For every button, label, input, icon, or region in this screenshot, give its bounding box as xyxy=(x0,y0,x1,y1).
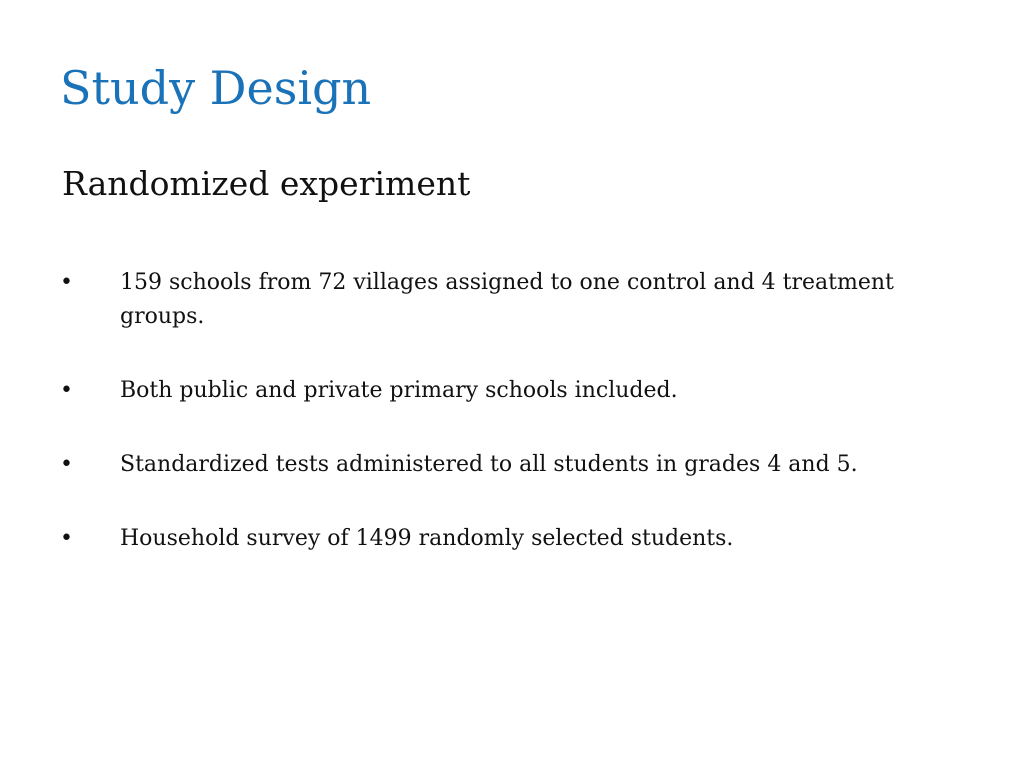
bullet-item xyxy=(60,374,960,408)
bullet-item xyxy=(60,448,960,482)
bullet-text: Standardized tests administered to all students in grades 4 and 5. xyxy=(120,452,858,477)
bullet-marker: • xyxy=(60,270,73,295)
bullet-marker: • xyxy=(60,452,73,477)
bullet-text: 159 schools from 72 villages assigned to one control and 4 treatment groups. xyxy=(120,270,894,329)
bullet-text: Household survey of 1499 randomly selected students. xyxy=(120,526,734,551)
bullet-item xyxy=(60,266,960,334)
bullet-text: Both public and private primary schools included. xyxy=(120,378,678,403)
slide-title: Study Design xyxy=(60,61,372,115)
bullet-marker: • xyxy=(60,526,73,551)
bullet-marker: • xyxy=(60,378,73,403)
slide-subtitle: Randomized experiment xyxy=(62,164,471,203)
bullet-item xyxy=(60,522,960,556)
bullet-list xyxy=(60,266,960,556)
